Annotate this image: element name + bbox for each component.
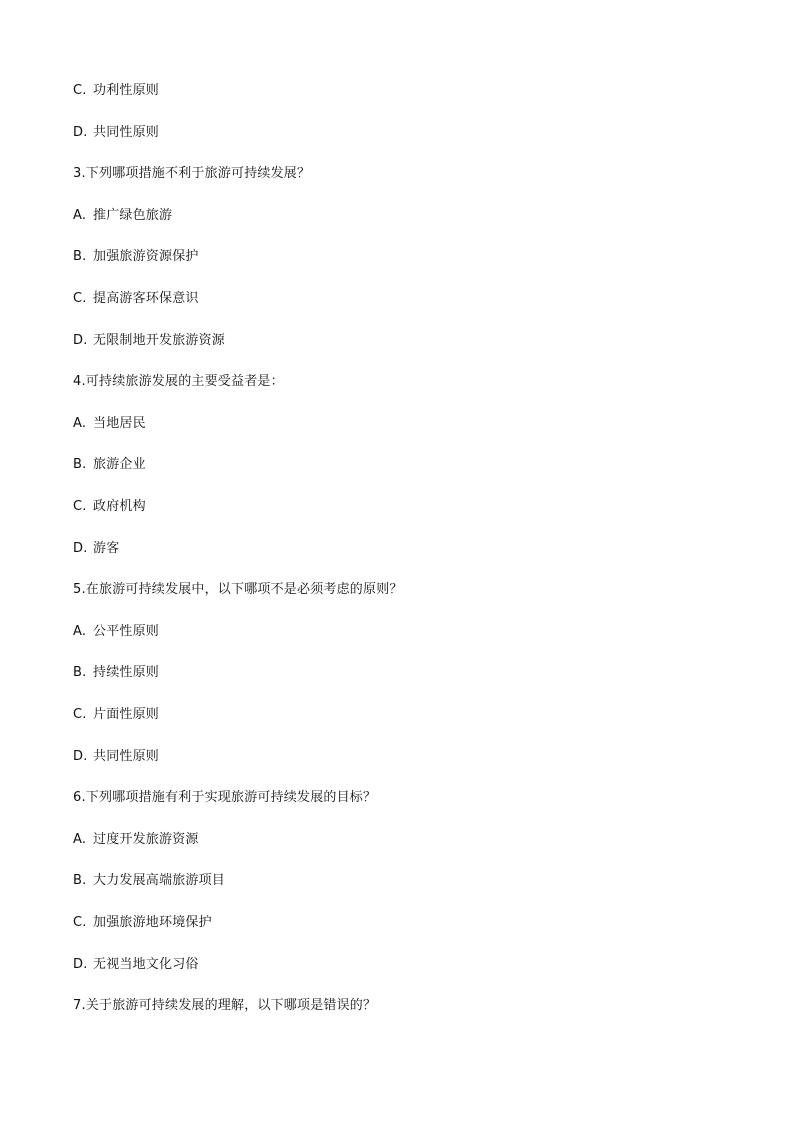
option-letter: D. (73, 957, 88, 972)
option-item (73, 291, 199, 307)
option-item (73, 873, 225, 889)
option-text: 片面性原则 (93, 707, 160, 722)
option-text: 无限制地开发旅游资源 (93, 333, 226, 348)
option-letter: D. (73, 333, 88, 348)
option-text: 推广绿色旅游 (93, 208, 173, 223)
option-letter: C. (73, 915, 87, 930)
option-letter: A. (73, 416, 87, 431)
option-text: 过度开发旅游资源 (93, 832, 199, 847)
option-item (73, 457, 146, 473)
option-text: 持续性原则 (93, 665, 160, 680)
option-item (73, 915, 212, 931)
option-item (73, 957, 199, 973)
option-text: 公平性原则 (93, 624, 160, 639)
option-letter: D. (73, 541, 88, 556)
option-letter: A. (73, 624, 87, 639)
option-item (73, 416, 146, 432)
option-text: 旅游企业 (93, 457, 146, 472)
option-text: 政府机构 (93, 499, 146, 514)
option-letter: D. (73, 749, 88, 764)
option-item (73, 83, 159, 99)
option-item (73, 125, 159, 141)
option-text: 提高游客环保意识 (93, 291, 199, 306)
option-letter: A. (73, 208, 87, 223)
option-item (73, 749, 159, 765)
question-text: 7.关于旅游可持续发展的理解，以下哪项是错误的？ (73, 998, 377, 1013)
option-item (73, 832, 199, 848)
option-item (73, 707, 159, 723)
option-letter: C. (73, 83, 87, 98)
question-text: 5.在旅游可持续发展中，以下哪项不是必须考虑的原则？ (73, 582, 403, 597)
option-letter: D. (73, 125, 88, 140)
option-text: 当地居民 (93, 416, 146, 431)
option-text: 加强旅游资源保护 (93, 249, 199, 264)
question-text: 3.下列哪项措施不利于旅游可持续发展？ (73, 166, 311, 181)
option-letter: C. (73, 707, 87, 722)
option-item (73, 541, 119, 557)
option-item (73, 499, 146, 515)
option-item (73, 624, 159, 640)
option-item (73, 208, 172, 224)
option-text: 共同性原则 (93, 125, 160, 140)
option-letter: A. (73, 832, 87, 847)
option-item (73, 249, 199, 265)
option-letter: C. (73, 499, 87, 514)
option-text: 大力发展高端旅游项目 (93, 873, 226, 888)
option-text: 共同性原则 (93, 749, 160, 764)
option-item (73, 333, 225, 349)
option-text: 加强旅游地环境保护 (93, 915, 212, 930)
option-item (73, 665, 159, 681)
option-letter: B. (73, 249, 87, 264)
question-text: 6.下列哪项措施有利于实现旅游可持续发展的目标？ (73, 790, 377, 805)
option-text: 无视当地文化习俗 (93, 957, 199, 972)
option-letter: B. (73, 873, 87, 888)
option-letter: B. (73, 665, 87, 680)
option-text: 功利性原则 (93, 83, 160, 98)
question-text: 4.可持续旅游发展的主要受益者是： (73, 374, 284, 389)
option-letter: B. (73, 457, 87, 472)
option-letter: C. (73, 291, 87, 306)
option-text: 游客 (93, 541, 120, 556)
